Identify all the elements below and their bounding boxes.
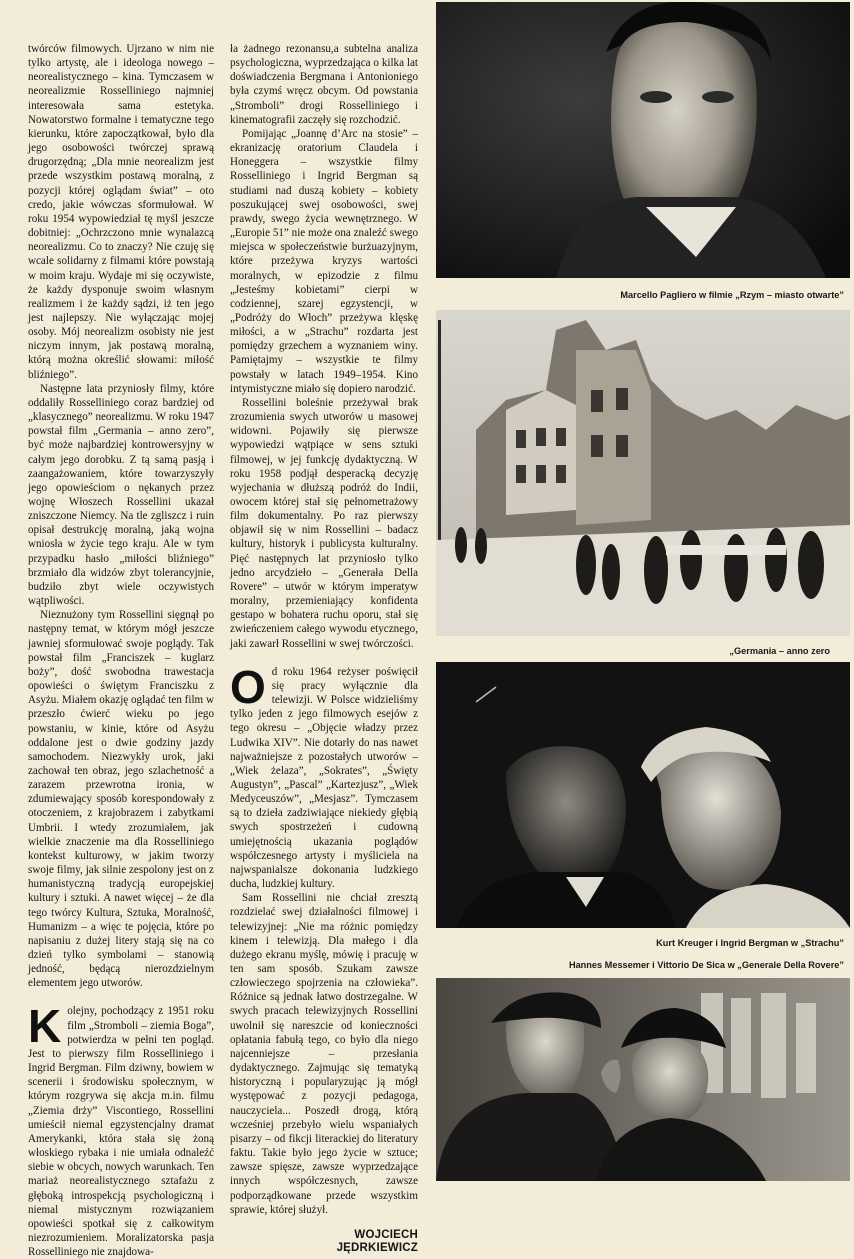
paragraph: Sam Rossellini nie chciał zresztą rozdzielać swej działalności filmowej i telewizyjnej: „Nie ma różnic pomiędzy kinem i telewizją. Dla małego i dla dużego ekranu myślę, mówię i pracuję w ten sam sposób. Szukam zawsze człowieczego spojrzenia na człowieka”. Różnice są jednak łatwo dostrzegalne. W swych pracach telewizyjnych Rossellini uwolnił się nareszcie od konieczności opłatania fabułą tego, co było dla niego najcenniejsze – przesłania dydaktycznego. Zajmując się tematyką historyczną i popularyzując ją mógł występować z pozycji pedagoga, nauczyciela... Poszedł drogą, którą wcześniej przebyło wielu wspaniałych pisarzy – od fikcji literackiej do literatury faktu. Takie było jego życie w sztuce; zawsze spięsze, zawsze wyprzedzające innych współczesnych, zawsze podporządkowane przede wszystkim sprawie, której służył. — [230, 892, 418, 1216]
paragraph-text: d roku 1964 reżyser poświęcił się pracy wyłącznie dla telewizji. W Polsce widzieliśmy tylko jeden z jego filmowych esejów z tego okresu – „Objęcie władzy przez Ludwika XIV”. Nie dotarły do nas nawet najważniejsze z pozostałych utworów – „Wiek żelaza”, „Sokrates”, „Święty Augustyn”, „Pascal” „Kartezjusz”, „Wiek Medyceuszów”, „Mesjasz”. Tymczasem są to dzieła zadziwiające niekiedy głębią swych spostrzeżeń i cudowną umiejętnością ukazania poglądów współczesnego artysty i myśliciela na najwspanialsze dokonania ludzkiego ducha, ludzkiej kultury. — [230, 665, 418, 891]
photo-couple — [436, 662, 850, 928]
couple-image — [436, 662, 850, 928]
dropcap: K — [28, 1000, 62, 1053]
caption-photo-1: Marcello Pagliero w filmie „Rzym – miasto otwarte” — [620, 290, 844, 300]
caption-photo-2: „Germania – anno zero — [729, 646, 830, 656]
photo-officers — [436, 978, 850, 1181]
author-byline — [230, 1229, 418, 1255]
article-column-2 — [230, 42, 418, 1255]
author-first-name: WOJCIECH — [354, 1228, 418, 1241]
article-column-1 — [28, 42, 214, 1259]
paragraph-text: olejny, pochodzący z 1951 roku film „Stromboli – ziemia Boga”, potwierdza w pełni ten pogląd. Jest to pierwszy film Rosselliniego i Ingrid Bergman. Film dziwny, bowiem w scenerii i środowisku społecznym, w którym rozgrywa się akcja m.in. filmu „Ziemia drży” Viscontiego, Rossellini umieścił niemal egzystencjalny dramat Amerykanki, która stała się żoną włoskiego rybaka i nie umiała odnaleźć siebie w obcych, nowych warunkach. Ten mariaż neorealistycznego sztafażu z głęboką introspekcją psychologiczną i niemal mistycznym rozwiązaniem opowieści spotkał się z całkowitym niezrozumieniem. Moralizatorska pasja Rosselliniego nie znajdowa- — [28, 1005, 214, 1259]
caption-photo-3: Kurt Kreuger i Ingrid Bergman w „Strachu” — [656, 938, 844, 948]
portrait-image — [436, 2, 850, 278]
paragraph: ła żadnego rezonansu,a subtelna analiza psychologiczna, wyprzedzająca o kilka lat doświadczenia Bergmana i Antonioniego była czymś wręcz obcym. Od powstania „Stromboli” drogi Rosselliniego i kinematografii zaczęły się rozchodzić. — [230, 43, 418, 126]
paragraph-dropcap — [28, 1000, 214, 1259]
author-last-name: JĘDRKIEWICZ — [336, 1241, 418, 1254]
paragraph: Rossellini boleśnie przeżywał brak zrozumienia swych utworów u masowej widowni. Pojawiły się pierwsze wypowiedzi wątpiące w sens sztuki filmowej, w jej funkcję dydaktyczną. W roku 1958 podjął desperacką decyzję wyjechania w dłuższą podróż do Indii, owocem której stał się pełnometrażowy film dokumentalny. Po raz pierwszy objawił się w nim Rossellini – badacz kultury, historyk i publicysta kulturalny. Pięć następnych lat przyniosło tylko jedno arcydzieło – „Generała Della Rovere” – utwór w którym imperatyw moralny, przemieniający konfidenta gestapo w bohatera ruchu oporu, stał się zwieńczeniem całego wywodu etycznego, jaki zawarł Rossellini w swej twórczości. — [230, 396, 418, 650]
photo-ruins — [436, 310, 850, 636]
paragraph: twórców filmowych. Ujrzano w nim nie tylko artystę, ale i ideologa nowego – neorealistycznego – kina. Tymczasem w neorealizmie Rosselliniego najmniej interesowała sama estetyka. Nowatorstwo formalne i tematyczne tego kierunku, które zapoczątkował, było dla jego osobowości twórczej sprawą drugorzędną; „Dla mnie neorealizm jest przede wszystkim postawą moralną, z pozycji której oglądam świat” – oto credo, jakie wówczas sformułował. W roku 1954 wypowiedział tę myśl jeszcze dobitniej: „Ochrzczono mnie wynalazcą neorealizmu. Co to znaczy? Nie czuję się wcale solidarny z filmami które powstają w moim kraju. Wydaje mi się oczywiste, że każdy dysponuje swoim własnym realizmem i że każdy sądzi, iż ten jego jest najlepszy. Nie wyłączając mojej osoby. Mój neorealizm osobisty nie jest niczym innym, jak postawą moralną, którą można określić słowami: miłość bliźniego”. — [28, 43, 214, 381]
paragraph: Pomijając „Joannę d’Arc na stosie” – ekranizację oratorium Claudela i Honeggera – wszystkie filmy Rosselliniego i Ingrid Bergman są studiami nad duszą kobiety – kobiety poszukującej swej osobowości, swej prawdy, swego życia wewnętrznego. W „Europie 51” nie może ona znaleźć swego miejsca w społeczeństwie burżuazyjnym, które przeżywa kryzys wartości moralnych, w epizodzie z filmu „Jesteśmy kobietami” cierpi w codziennej, szarej egzystencji, w „Podróży do Włoch” przeżywa klęskę miłości, a w „Strachu” rozdarta jest pomiędzy grzechem a wyznaniem winy. Pamiętajmy – wszystkie te filmy powstały w latach 1949–1954. Kino intymistyczne miało się dopiero narodzić. — [230, 127, 418, 395]
paragraph: Nieznużony tym Rossellini sięgnął po następny temat, w którym mógł jeszcze jawniej sformułować swoje poglądy. Tak powstał film „Franciszek – kuglarz boży”, dość swobodna trawestacja opowieści o świętym Franciszku z Asyżu. Miałem okazję oglądać ten film w przeszło ćwierć wieku po jego powstaniu, w kinie, które od Asyżu oddalone jest o dwie godziny jazdy samochodem. Niezwykły urok, jaki zachował ten obraz, jego szlachetność a zarazem przewrotna ironia, w zdumiewający sposób korespondowały z otoczeniem, z krajobrazem i zabytkami Umbrii. I wtedy zrozumiałem, jak wielkie znaczenie ma dla Rosselliniego kontekst kulturowy, w jakim tworzy swoje filmy, jak silnie zespolony jest on z humanistyczną tradycją europejskiej kultury i sztuki. A nawet więcej – że dla tego twórcy Kultura, Sztuka, Moralność, Humanizm – a więc te pojęcia, które po napisaniu z dużej litery stają się na co dzień tylko symbolami – stanowią jedność, będącą nierozdzielnym elementem jego utworów. — [28, 609, 214, 990]
paragraph-dropcap — [230, 660, 418, 892]
officers-image — [436, 978, 850, 1181]
caption-photo-4: Hannes Messemer i Vittorio De Sica w „Generale Della Rovere” — [568, 960, 844, 970]
ruins-image — [436, 310, 850, 636]
paragraph: Następne lata przyniosły filmy, które oddaliły Rosselliniego coraz bardziej od „klasycznego” neorealizmu. W roku 1947 powstał film „Germania – anno zero”, być może najbardziej kontrowersyjny w całym jego dorobku. Z tą samą pasją i zaangażowaniem, które towarzyszyły jego opowieściom o nękanych przez wojnę Włoszech Rossellini ukazał zniszczone Niemcy. Na tle zgliszcz i ruin opisał destrukcję moralną, jaką wojna wniosła w życie tego kraju. Ale w tym przypadku hasło „miłości bliźniego” brzmiało dla widzów zbyt tolerancyjnie, budziło zbyt wiele oczywistych wątpliwości. — [28, 382, 214, 608]
photo-portrait — [436, 2, 850, 278]
dropcap: O — [230, 660, 266, 713]
